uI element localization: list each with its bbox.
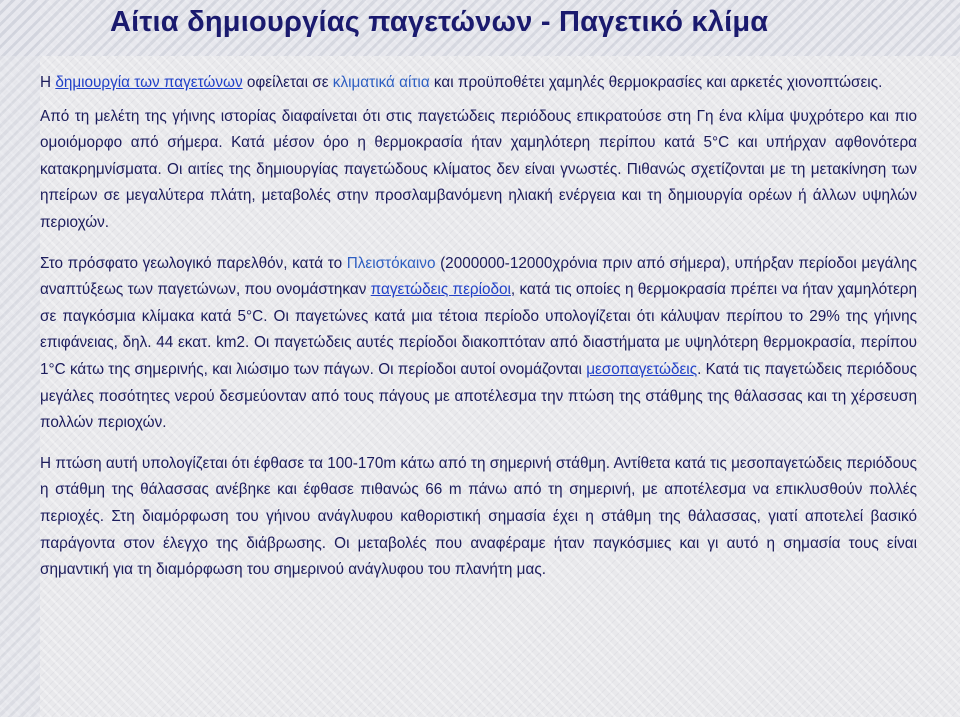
- paragraph-pleistocene: [40, 251, 917, 437]
- text-run: και προϋποθέτει χαμηλές θερμοκρασίες και αρκετές χιονοπτώσεις.: [429, 74, 883, 91]
- text-run: Από τη μελέτη της γήινης ιστορίας διαφαίνεται ότι στις παγετώδεις περιόδους επικρατούσε στη Γη ένα κλίμα ψυχρότερο και πιο ομοιόμορφο από σήμερα. Κατά μέσον όρο η θερμοκρασία ήταν χαμηλότερη περίπου κατά 5°C και υπήρχαν αφθονότερα κατακρημνίσματα. Οι αιτίες της δημιουργίας παγετώδους κλίματος δεν είναι γνωστές. Πιθανώς σχετίζονται με τη μετακίνηση των ηπείρων σε μεγαλύτερα πλάτη, μεταβολές στην προσλαμβανόμενη ηλιακή ενέργεια και τη δημιουργία ορέων ή άλλων υψηλών περιοχών.: [40, 107, 917, 231]
- text-run: Η: [40, 74, 56, 91]
- paragraph-sea-level: [40, 451, 917, 584]
- text-run: , κατά τις οποίες η θερμοκρασία πρέπει να ήταν χαμηλότερη σε παγκόσμια κλίμακα κατά 5°C. Οι παγετώνες κατά μια τέτοια περίοδο υπολογίζεται ότι κάλυψαν περίπου το 29% της γήινης επιφάνειας, δηλ. 44 εκατ. km2. Οι παγετώδεις αυτές περίοδοι διακοπτόταν από διαστήματα με υψηλότερη θερμοκρασία, περίπου 1°C κάτω της σημερινής, και λιώσιμο των πάγων. Οι περίοδοι αυτοί ονομάζονται: [40, 281, 917, 378]
- link-interglacial[interactable]: μεσοπαγετώδεις: [586, 360, 698, 378]
- text-run: (2000000-12000χρόνια πριν από σήμερα), υπήρξαν περίοδοι μεγάλης αναπτύξεως των παγετώνων, που ονομάστηκαν: [40, 254, 917, 299]
- text-run: Η πτώση αυτή υπολογίζεται ότι έφθασε τα 100-170m κάτω από τη σημερινή στάθμη. Αντίθετα κατά τις μεσοπαγετώδεις περιόδους η στάθμη της θάλασσας ανέβηκε και έφθασε πιθανώς 66 m πάνω από τη σημερινή, με αποτέλεσμα να επικλυσθούν πολλές περιοχές. Στη διαμόρφωση του γήινου ανάγλυφου καθοριστική σημασία έχει η στάθμη της θάλασσας, γιατί αποτελεί βασικό παράγοντα στον έλεγχο της διάβρωσης. Οι μεταβολές που αναφέραμε ήταν παγκόσμιες και γι αυτό η σημασία τους είναι σημαντική για τη διαμόρφωση του σημερινού ανάγλυφου του πλανήτη μας.: [40, 454, 917, 579]
- highlight-pleistocene: Πλειστόκαινο: [346, 254, 436, 272]
- text-run: . Κατά τις παγετώδεις περιόδους μεγάλες ποσότητες νερού δεσμεύονταν από τους πάγους με αποτέλεσμα την πτώση της στάθμης της θάλασσας και τη χέρσευση πολλών περιοχών.: [40, 360, 917, 432]
- highlight-climatic-causes: κλιματικά αίτια: [332, 74, 430, 91]
- paragraph-climate-history: [40, 104, 917, 237]
- link-glacier-formation[interactable]: δημιουργία των παγετώνων: [55, 74, 243, 91]
- left-band-decoration: [0, 0, 40, 717]
- link-glacial-periods[interactable]: παγετώδεις περίοδοι: [370, 281, 511, 299]
- text-run: οφείλεται σε: [242, 74, 333, 91]
- page-title: Αίτια δημιουργίας παγετώνων - Παγετικό κλίμα: [110, 6, 769, 38]
- slide-body: [40, 70, 917, 598]
- paragraph-intro: [40, 70, 917, 97]
- text-run: Στο πρόσφατο γεωλογικό παρελθόν, κατά το: [40, 254, 347, 272]
